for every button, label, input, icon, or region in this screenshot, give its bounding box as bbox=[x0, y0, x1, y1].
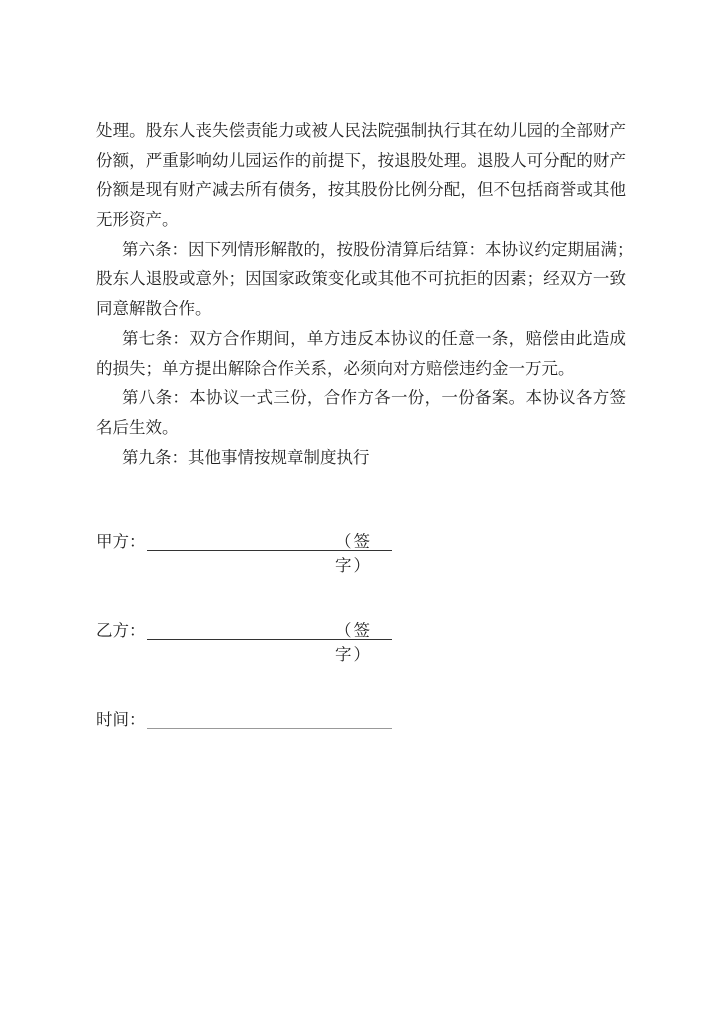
paragraph-line: 名后生效。 bbox=[96, 417, 179, 437]
party-a-label: 甲方： bbox=[96, 532, 146, 551]
paragraph-line: 份额是现有财产减去所有债务，按其股份比例分配，但不包括商誉或其他 bbox=[96, 180, 626, 200]
party-a-signature bbox=[96, 530, 396, 575]
paragraph-line: 份额，严重影响幼儿园运作的前提下，按退股处理。退股人可分配的财产 bbox=[96, 150, 626, 170]
party-b-label: 乙方： bbox=[96, 621, 146, 640]
agreement-body bbox=[96, 116, 634, 472]
paragraph-line: 处理。股东人丧失偿责能力或被人民法院强制执行其在幼儿园的全部财产 bbox=[96, 121, 626, 140]
party-b-signature bbox=[96, 619, 396, 664]
clause-8: 第八条：本协议一式三份，合作方各一份，一份备案。本协议各方签 bbox=[122, 388, 626, 408]
clause-9: 第九条：其他事情按规章制度执行 bbox=[122, 447, 370, 467]
sign-note: （签字） bbox=[335, 621, 372, 664]
time-label: 时间： bbox=[96, 710, 146, 729]
sign-note: （签字） bbox=[335, 532, 372, 575]
paragraph-line: 股东人退股或意外；因国家政策变化或其他不可抗拒的因素；经双方一致 bbox=[96, 269, 626, 289]
date-line bbox=[147, 728, 392, 729]
time-signature bbox=[96, 708, 396, 732]
paragraph-line: 同意解散合作。 bbox=[96, 299, 212, 319]
paragraph-line: 的损失；单方提出解除合作关系，必须向对方赔偿违约金一万元。 bbox=[96, 358, 575, 378]
clause-6: 第六条：因下列情形解散的，按股份清算后结算：本协议约定期届满； bbox=[122, 239, 634, 259]
paragraph-line: 无形资产。 bbox=[96, 210, 179, 230]
clause-7: 第七条：双方合作期间，单方违反本协议的任意一条，赔偿由此造成 bbox=[122, 328, 626, 348]
